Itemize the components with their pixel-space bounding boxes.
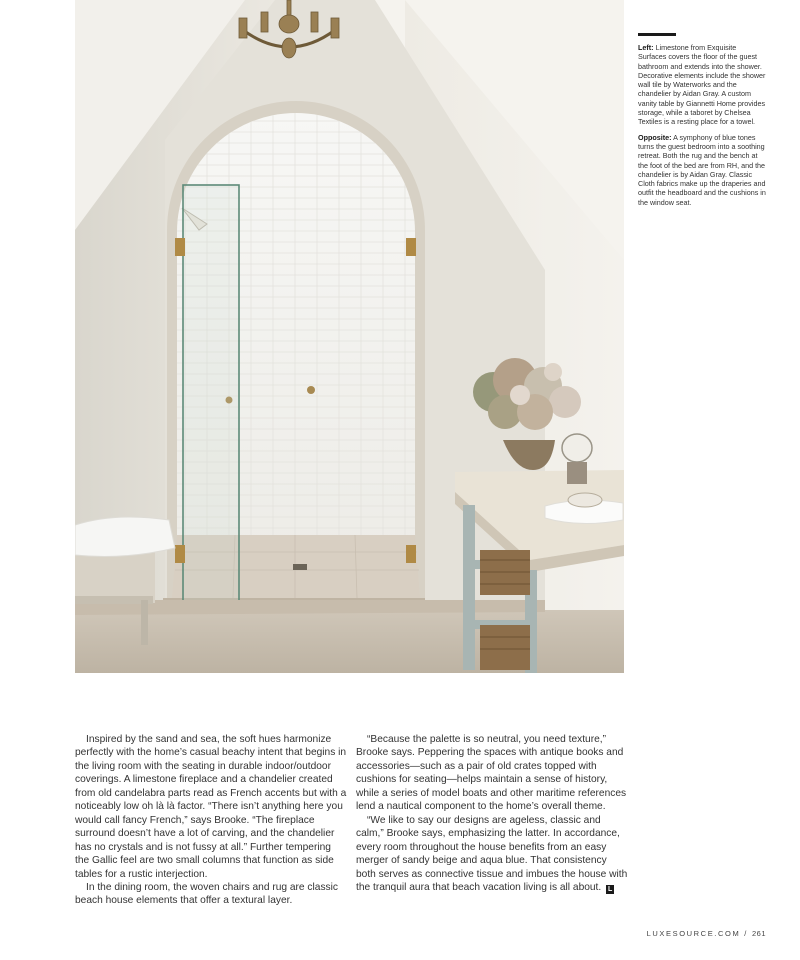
page-folio (647, 929, 766, 938)
bathroom-photo (75, 0, 624, 673)
caption-rule (638, 33, 676, 36)
article-paragraph: Inspired by the sand and sea, the soft hues harmonize perfectly with the home’s casual beachy intent that begins in the living room with the seating in durable indoor/outdoor coverings. A limestone fireplace and a chandelier created from old candelabra parts read as French accents but with a noticeably low oh là là factor. “There isn’t anything here you would call fancy French,” says Brooke. “The fireplace surround doesn’t have a lot of carving, and the chandelier has no crystals and is not fussy at all.” Further tempering the Gallic feel are two small columns that function as side tables for a rustic interjection. (75, 734, 347, 880)
caption-left-text: Limestone from Exquisite Surfaces covers the floor of the guest bathroom and extends into the shower. Decorative elements include the shower wall tile by Waterworks and the chandelier by Aidan Gray. A custom vanity table by Giannetti Home provides storage, while a taboret by Chelsea Textiles is a resting place for a towel. (638, 43, 766, 127)
end-mark-icon: L (607, 885, 613, 893)
caption-opposite-label: Opposite: (638, 132, 672, 142)
article-column-2 (356, 733, 628, 894)
page-number: 261 (751, 929, 766, 938)
caption-opposite-text: A symphony of blue tones turns the guest bedroom into a soothing retreat. Both the rug and the bench at the foot of the bed are from RH, and the chandelier is by Aidan Gray. Classic Cloth fabrics make up the draperies and outfit the headboard and the cushions in the window seat. (638, 132, 766, 207)
caption-left-label: Left: (638, 43, 654, 52)
article-paragraph: In the dining room, the woven chairs and rug are classic beach house elements that offer a textural layer. (75, 881, 338, 907)
caption-left (638, 43, 766, 127)
site-name: LUXESOURCE.COM (646, 929, 741, 938)
folio-separator: / (744, 929, 748, 938)
caption-opposite (638, 133, 766, 207)
photo-caption (638, 43, 766, 213)
article-paragraph-text: “We like to say our designs are ageless, classic and calm,” Brooke says, emphasizing the latter. In accordance, every room throughout the house benefits from an easy merger of sandy beige and aqua blue. That consistency both serves as connective tissue and imbues the house with the tranquil aura that beach vacation living is all about. (356, 814, 628, 893)
article-column-1 (75, 733, 347, 908)
article-paragraph (356, 814, 628, 895)
article-paragraph: “Because the palette is so neutral, you need texture,” Brooke says. Peppering the spaces with antique books and accessories—such as a pair of old crates topped with cushions for seating—helps maintain a sense of history, while a series of model boats and other maritime references lend a nautical component to the home’s overall theme. (356, 734, 627, 813)
